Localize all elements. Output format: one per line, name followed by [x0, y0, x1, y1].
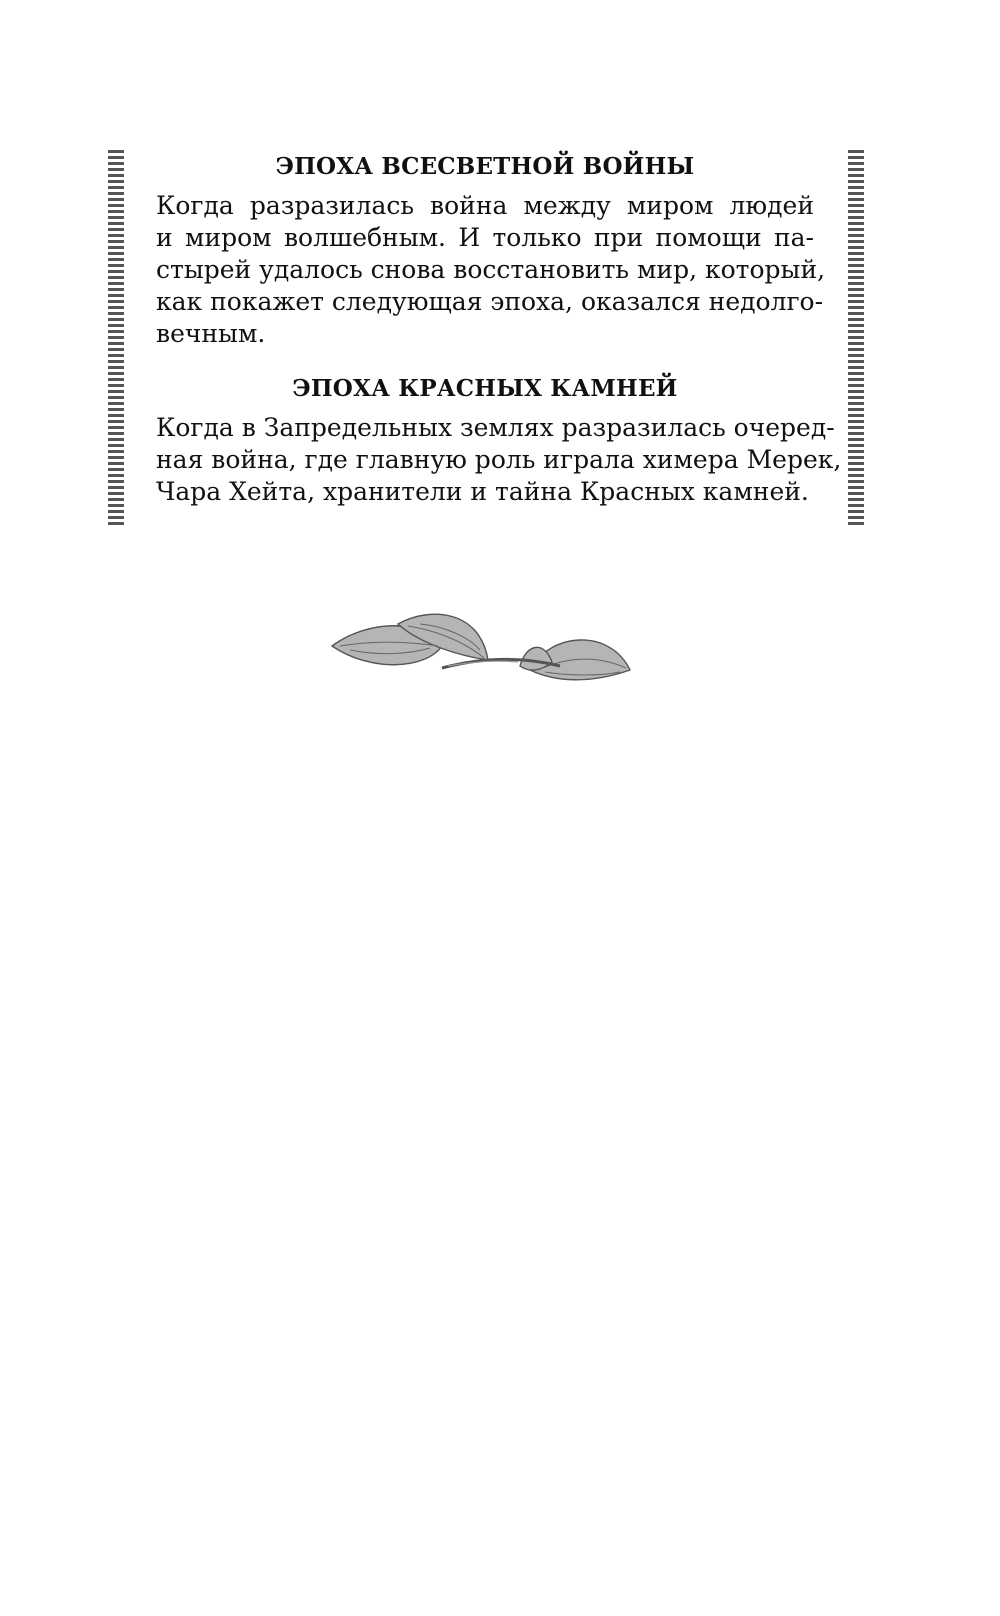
section-paragraph [156, 190, 826, 350]
paragraph-line: Когда в Запредельных землях разразилась очеред- [156, 413, 835, 442]
paragraph-line: как покажет следующая эпоха, оказался недолго- [156, 287, 824, 316]
section-red-stones [156, 372, 842, 508]
paragraph-line: Чара Хейта, хранители и тайна Красных камней. [156, 477, 809, 506]
paragraph-line: вечным. [156, 319, 266, 348]
section-heading: ЭПОХА ВСЕСВЕТНОЙ ВОЙНЫ [275, 153, 695, 180]
frame-content [156, 150, 842, 530]
leaf-branch-icon [330, 610, 660, 710]
section-world-war [156, 150, 826, 350]
left-border-bar [108, 150, 124, 528]
paragraph-line: стырей удалось снова восстановить мир, который, [156, 255, 826, 284]
section-heading: ЭПОХА КРАСНЫХ КАМНЕЙ [292, 375, 678, 402]
paragraph-line: Когда разразилась война между миром людей [156, 191, 814, 220]
section-paragraph [156, 412, 842, 508]
text-frame [108, 150, 864, 528]
paragraph-line: ная война, где главную роль играла химера Мерек, [156, 445, 842, 474]
right-border-bar [848, 150, 864, 528]
paragraph-line: и миром волшебным. И только при помощи па- [156, 223, 814, 252]
